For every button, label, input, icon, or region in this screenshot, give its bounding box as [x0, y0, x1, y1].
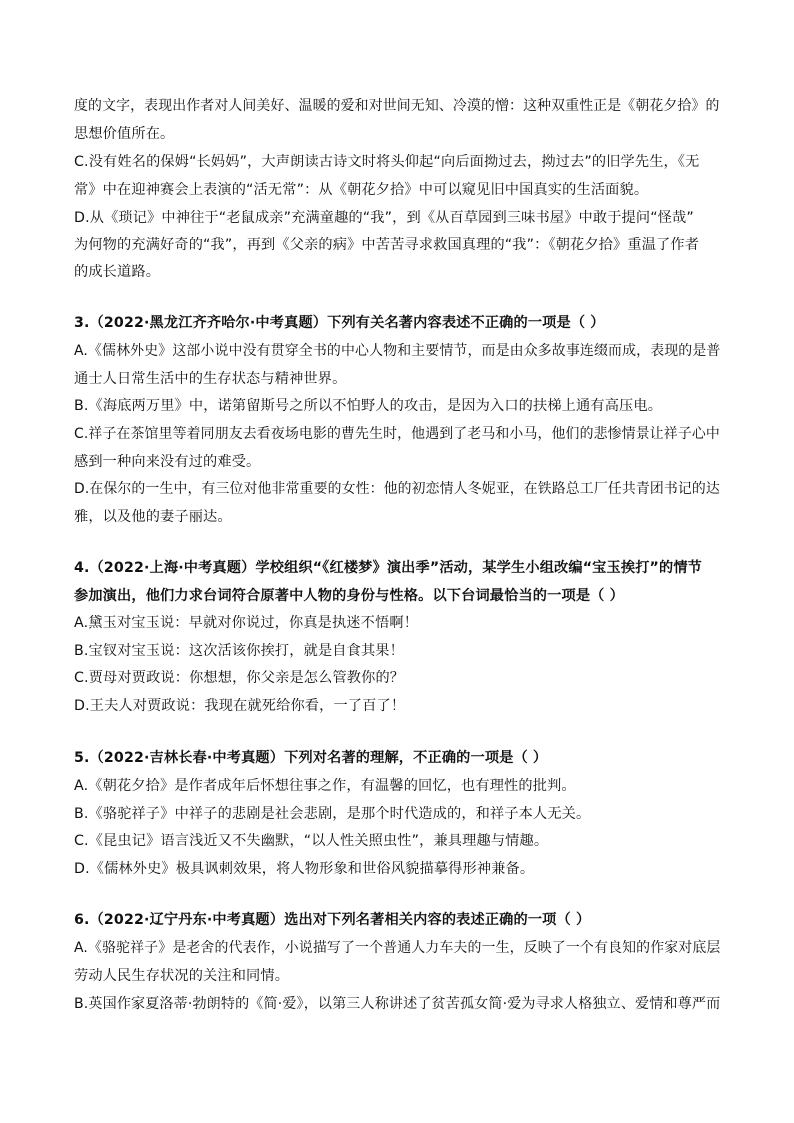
question-3-title: 3.（2022·黑龙江齐齐哈尔·中考真题）下列有关名著内容表述不正确的一项是（ ） [74, 315, 605, 331]
option-b: B.《骆驼祥子》中祥子的悲剧是社会悲剧，是那个时代造成的，和祥子本人无关。 [74, 806, 591, 822]
text-line: 的成长道路。 [74, 264, 161, 280]
option-b: B.《海底两万里》中，诺第留斯号之所以不怕野人的攻击，是因为入口的扶梯上通有高压电。 [74, 398, 663, 414]
option-a: A.《儒林外史》这部小说中没有贯穿全书的中心人物和主要情节，而是由众多故事连缀而成，表现的是普 [74, 343, 721, 359]
text-line: 感到一种向来没有过的难受。 [74, 454, 261, 470]
option-b: B.英国作家夏洛蒂·勃朗特的《简·爱》，以第三人称讲述了贫苦孤女简·爱为寻求人格独立、爱情和尊严而 [74, 996, 721, 1012]
option-b: B.宝钗对宝玉说：这次活该你挨打，就是自食其果！ [74, 643, 404, 659]
text-line: 度的文字，表现出作者对人间美好、温暖的爱和对世间无知、冷漠的憎：这种双重性正是《朝花夕拾》的 [74, 98, 720, 114]
option-d: D.在保尔的一生中，有三位对他非常重要的女性：他的初恋情人冬妮亚，在铁路总工厂任共青团书记的达 [74, 481, 720, 497]
text-line: 为何物的充满好奇的“我”，再到《父亲的病》中苦苦寻求救国真理的“我”：《朝花夕拾》重温了作者 [74, 237, 700, 253]
question-4-title: 4.（2022·上海·中考真题）学校组织“《红楼梦》演出季”活动，某学生小组改编“宝玉挨打”的情节 [74, 560, 703, 576]
question-5-title: 5.（2022·吉林长春·中考真题）下列对名著的理解，不正确的一项是（ ） [74, 750, 548, 766]
option-a: A.《骆驼祥子》是老舍的代表作，小说描写了一个普通人力车夫的一生，反映了一个有良知的作家对底层 [74, 940, 721, 956]
option-c: C.《昆虫记》语言浅近又不失幽默，“以人性关照虫性”，兼具理趣与情趣。 [74, 833, 549, 849]
option-d: D.《儒林外史》极具讽刺效果，将人物形象和世俗风貌描摹得形神兼备。 [74, 861, 535, 877]
text-line: 劳动人民生存状况的关注和同情。 [74, 968, 290, 984]
question-4-title-cont: 参加演出，他们力求台词符合原著中人物的身份与性格。以下台词最恰当的一项是（ ） [74, 588, 624, 604]
text-line: 思想价值所在。 [74, 126, 175, 142]
option-d: D.从《琐记》中神往于“老鼠成亲”充满童趣的“我”，到《从百草园到三味书屋》中敢于提问“怪哉” [74, 210, 694, 226]
option-a: A.《朝花夕拾》是作者成年后怀想往事之作，有温馨的回忆，也有理性的批判。 [74, 778, 576, 794]
text-line: 雅，以及他的妻子丽达。 [74, 509, 232, 525]
option-c: C.祥子在茶馆里等着同朋友去看夜场电影的曹先生时，他遇到了老马和小马，他们的悲惨情景让祥子心中 [74, 426, 720, 442]
option-c: C.没有姓名的保姆“长妈妈”，大声朗读古诗文时将头仰起“向后面拗过去，拗过去”的旧学先生，《无 [74, 154, 700, 170]
text-line: 通士人日常生活中的生存状态与精神世界。 [74, 371, 347, 387]
option-d: D.王夫人对贾政说：我现在就死给你看，一了百了！ [74, 698, 406, 714]
option-c: C.贾母对贾政说：你想想，你父亲是怎么管教你的？ [74, 670, 405, 686]
question-6-title: 6.（2022·辽宁丹东·中考真题）选出对下列名著相关内容的表述正确的一项（ ） [74, 912, 591, 928]
option-a: A.黛玉对宝玉说：早就对你说过，你真是执迷不悟啊！ [74, 615, 419, 631]
text-line: 常》中在迎神赛会上表演的“活无常”：从《朝花夕拾》中可以窥见旧中国真实的生活面貌。 [74, 182, 649, 198]
